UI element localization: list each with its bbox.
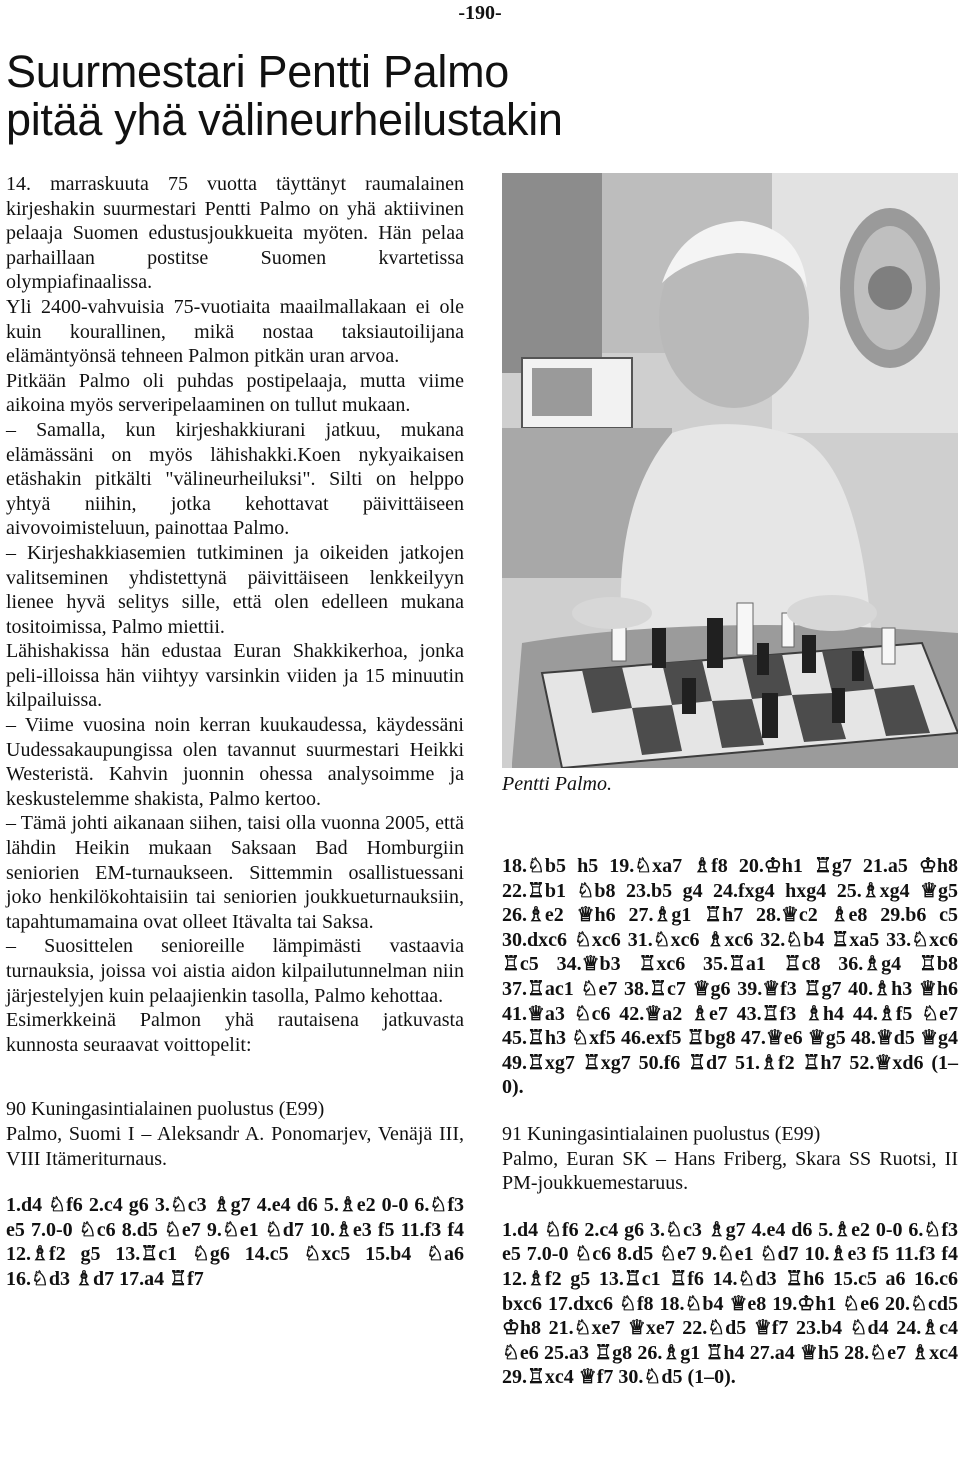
paragraph: Pitkään Palmo oli puhdas postipelaaja, mutta viime aikoina myös serveripelaaminen on tullut mukaan. [6, 369, 464, 417]
game-90-players: Palmo, Suomi I – Aleksandr A. Ponomarjev, Venäjä III, VIII Itämeriturnaus. [6, 1122, 464, 1170]
paragraph: 14. marraskuuta 75 vuotta täyttänyt raumalainen kirjeshakin suurmestari Pentti Palmo on yhä aktiivinen pelaaja Suomen edustusjoukkueita myöten. Hän pelaa parhaillaan postitse Suomen kvartetissa olympiafinaalissa. [6, 173, 464, 294]
spacer [6, 1171, 464, 1193]
page-number: -190- [458, 2, 502, 24]
photo-caption: Pentti Palmo. [502, 773, 612, 795]
game-90-moves: 1.d4 ♘f6 2.c4 g6 3.♘c3 ♗g7 4.e4 d6 5.♗e2 0-0 6.♘f3 e5 7.0-0 ♘c6 8.d5 ♘e7 9.♘e1 ♘d7 10.♗e3 f5 11.f3 f4 12.♗f2 g5 13.♖c1 ♘g6 14.c5 ♘xc5 15.b4 ♘a6 16.♘d3 ♗d7 17.a4 ♖f7 [6, 1194, 464, 1290]
spacer [502, 1100, 958, 1122]
game-91-moves: 1.d4 ♘f6 2.c4 g6 3.♘c3 ♗g7 4.e4 d6 5.♗e2 0-0 6.♘f3 e5 7.0-0 ♘c6 8.d5 ♘e7 9.♘e1 ♘d7 10.♗e3 f5 11.f3 f4 12.♗f2 g5 13.♖c1 ♖f6 14.♘d3 ♖h6 15.c5 a6 16.c6 bxc6 17.dxc6 ♘f8 18.♘b4 ♕e8 19.♔h1 ♘e6 20.♘cd5 ♔h8 21.♘xe7 ♕xe7 22.♘d5 ♕f7 23.b4 ♘d4 24.♗c4 ♘e6 25.a3 ♖g8 26.♗g1 ♖h4 27.a4 ♕h5 28.♘e7 ♗xc4 29.♖xc4 ♕f7 30.♘d5 (1–0). [502, 1218, 958, 1389]
paragraph: – Suosittelen senioreille lämpimästi vastaavia turnauksia, joissa voi aistia aidon kilpailutunnelman niin järjestelyjen kuin pelaajienkin tasolla, Palmo kehottaa. [6, 935, 464, 1007]
article-title [6, 48, 946, 144]
spacer [6, 1057, 464, 1097]
game-91-header: 91 Kuningasintialainen puolustus (E99) [502, 1122, 821, 1145]
article-title-line-2: pitää yhä välineurheilustakin [6, 94, 563, 145]
article-title-line-1: Suurmestari Pentti Palmo [6, 46, 510, 97]
game-90-header: 90 Kuningasintialainen puolustus (E99) [6, 1098, 325, 1121]
paragraph: Yli 2400-vahvuisia 75-vuotiaita maailmallakaan ei ole kuin kourallinen, mikä nostaa taksiautoilijana elämäntyönsä tehneen Palmon pitkän uran arvoa. [6, 295, 464, 368]
paragraph: Esimerkkeinä Palmon yhä rautaisena jatkuvasta kunnosta seuraavat voittopelit: [6, 1009, 464, 1056]
paragraph: – Kirjeshakkiasemien tutkiminen ja oikeiden jatkojen valitseminen yhdistettynä päivittäiseen lenkkeilyyn lienee hyvä selitys sille, että olen edelleen mukana tositoimissa, Palmo miettii. [6, 541, 464, 638]
game-91-players: Palmo, Euran SK – Hans Friberg, Skara SS Ruotsi, II PM-joukkuemestaruus. [502, 1147, 958, 1195]
paragraph: – Tämä johti aikanaan siihen, taisi olla vuonna 2005, että lähdin Heikin mukaan Saksaan Bad Homburgiin seniorien EM-turnaukseen. Sittemmin osallistuessani joko henkilökohtaisiin tai seniorien joukkueturnauksiin, tapahtumamaina ovat olleet Itävalta tai Saksa. [6, 812, 464, 933]
game-90-moves-continued: 18.♘b5 h5 19.♘xa7 ♗f8 20.♔h1 ♖g7 21.a5 ♔h8 22.♖b1 ♘b8 23.b5 g4 24.fxg4 hxg4 25.♗xg4 ♕g5 26.♗e2 ♕h6 27.♗g1 ♖h7 28.♕c2 ♗e8 29.b6 c5 30.dxc6 ♘xc6 31.♘xc6 ♗xc6 32.♘b4 ♖xa5 33.♘xc6 ♖c5 34.♕b3 ♖xc6 35.♖a1 ♖c8 36.♗g4 ♖b8 37.♖ac1 ♘e7 38.♖c7 ♕g6 39.♕f3 ♖g7 40.♗h3 ♕h6 41.♕a3 ♘c6 42.♕a2 ♗e7 43.♖f3 ♗h4 44.♗f5 ♘e7 45.♖h3 ♘xf5 46.exf5 ♖bg8 47.♕e6 ♕g5 48.♕d5 ♕g4 49.♖xg7 ♖xg7 50.f6 ♖d7 51.♗f2 ♖h7 52.♕xd6 (1–0). [502, 855, 958, 1099]
paragraph: – Viime vuosina noin kerran kuukaudessa, käydessäni Uudessakaupungissa olen tavannut suurmestari Heikki Westeristä. Kahvin juonnin ohessa analysoimme ja keskustelemme shakista, Palmo kertoo. [6, 714, 464, 810]
paragraph: – Samalla, kun kirjeshakkiurani jatkuu, mukana elämässäni on myös lähishakki.Koen nykyaikaisen etäshakin pitkälti "välineurheiluksi". Silti on helppo yhtyä niihin, jotka kehottavat päivittäiseen aivovoimisteluun, painottaa Palmo. [6, 418, 464, 540]
paragraph: Lähishakissa hän edustaa Euran Shakkikerhoa, jonka peli-illoissa hän viihtyy varsinkin viiden ja 15 minuutin kilpailuissa. [6, 640, 464, 712]
left-column [6, 172, 464, 1292]
spacer [502, 1196, 958, 1218]
right-column [502, 854, 958, 1390]
photo-pentti-palmo [502, 173, 958, 768]
